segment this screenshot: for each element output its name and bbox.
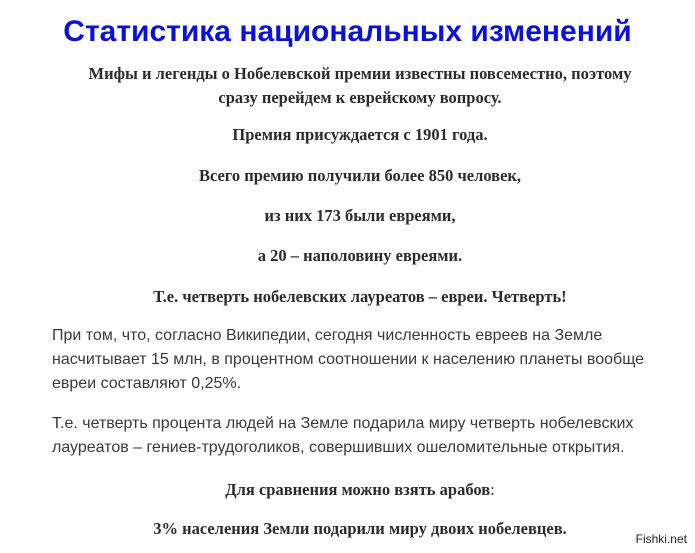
intro-line-2: сразу перейдем к еврейскому вопросу.: [218, 88, 502, 107]
paragraph-quarter-percent: [52, 412, 692, 460]
quarter-pct-line-1: Т.е. четверть процента людей на Земле подарила миру четверть нобелевских: [52, 415, 634, 432]
arabs-line: 3% населения Земли подарили миру двоих нобелевцев.: [153, 519, 567, 538]
watermark-logo: Fishki.net: [635, 532, 687, 546]
intro-line-1: Мифы и легенды о Нобелевской премии известны повсеместно, поэтому: [88, 64, 632, 83]
fact-jews: из них 173 были евреями,: [264, 206, 456, 225]
paragraph-wikipedia: [52, 324, 692, 396]
fact-total: Всего премию получили более 850 человек,: [198, 166, 522, 185]
wiki-line-1: При том, что, согласно Википедии, сегодня численность евреев на Земле: [52, 327, 603, 344]
fact-year: Премия присуждается с 1901 года.: [232, 125, 488, 144]
wiki-line-3: евреи составляют 0,25%.: [52, 375, 242, 392]
wiki-line-2: насчитывает 15 млн, в процентном соотношении к населению планеты вообще: [52, 351, 645, 368]
compare-line: [40, 478, 680, 502]
fact-half: а 20 – наполовину евреями.: [257, 246, 463, 265]
intro-paragraph: [40, 62, 680, 110]
quarter-pct-line-2: лауреатов – гениев-трудоголиков, совершивших ошеломительные открытия.: [52, 439, 625, 456]
compare-text: Для сравнения можно взять арабов: [225, 480, 491, 499]
fact-quarter: Т.е. четверть нобелевских лауреатов – евреи. Четверть!: [153, 287, 567, 306]
page-title: Статистика национальных изменений: [63, 15, 632, 48]
compare-colon: :: [490, 480, 495, 499]
